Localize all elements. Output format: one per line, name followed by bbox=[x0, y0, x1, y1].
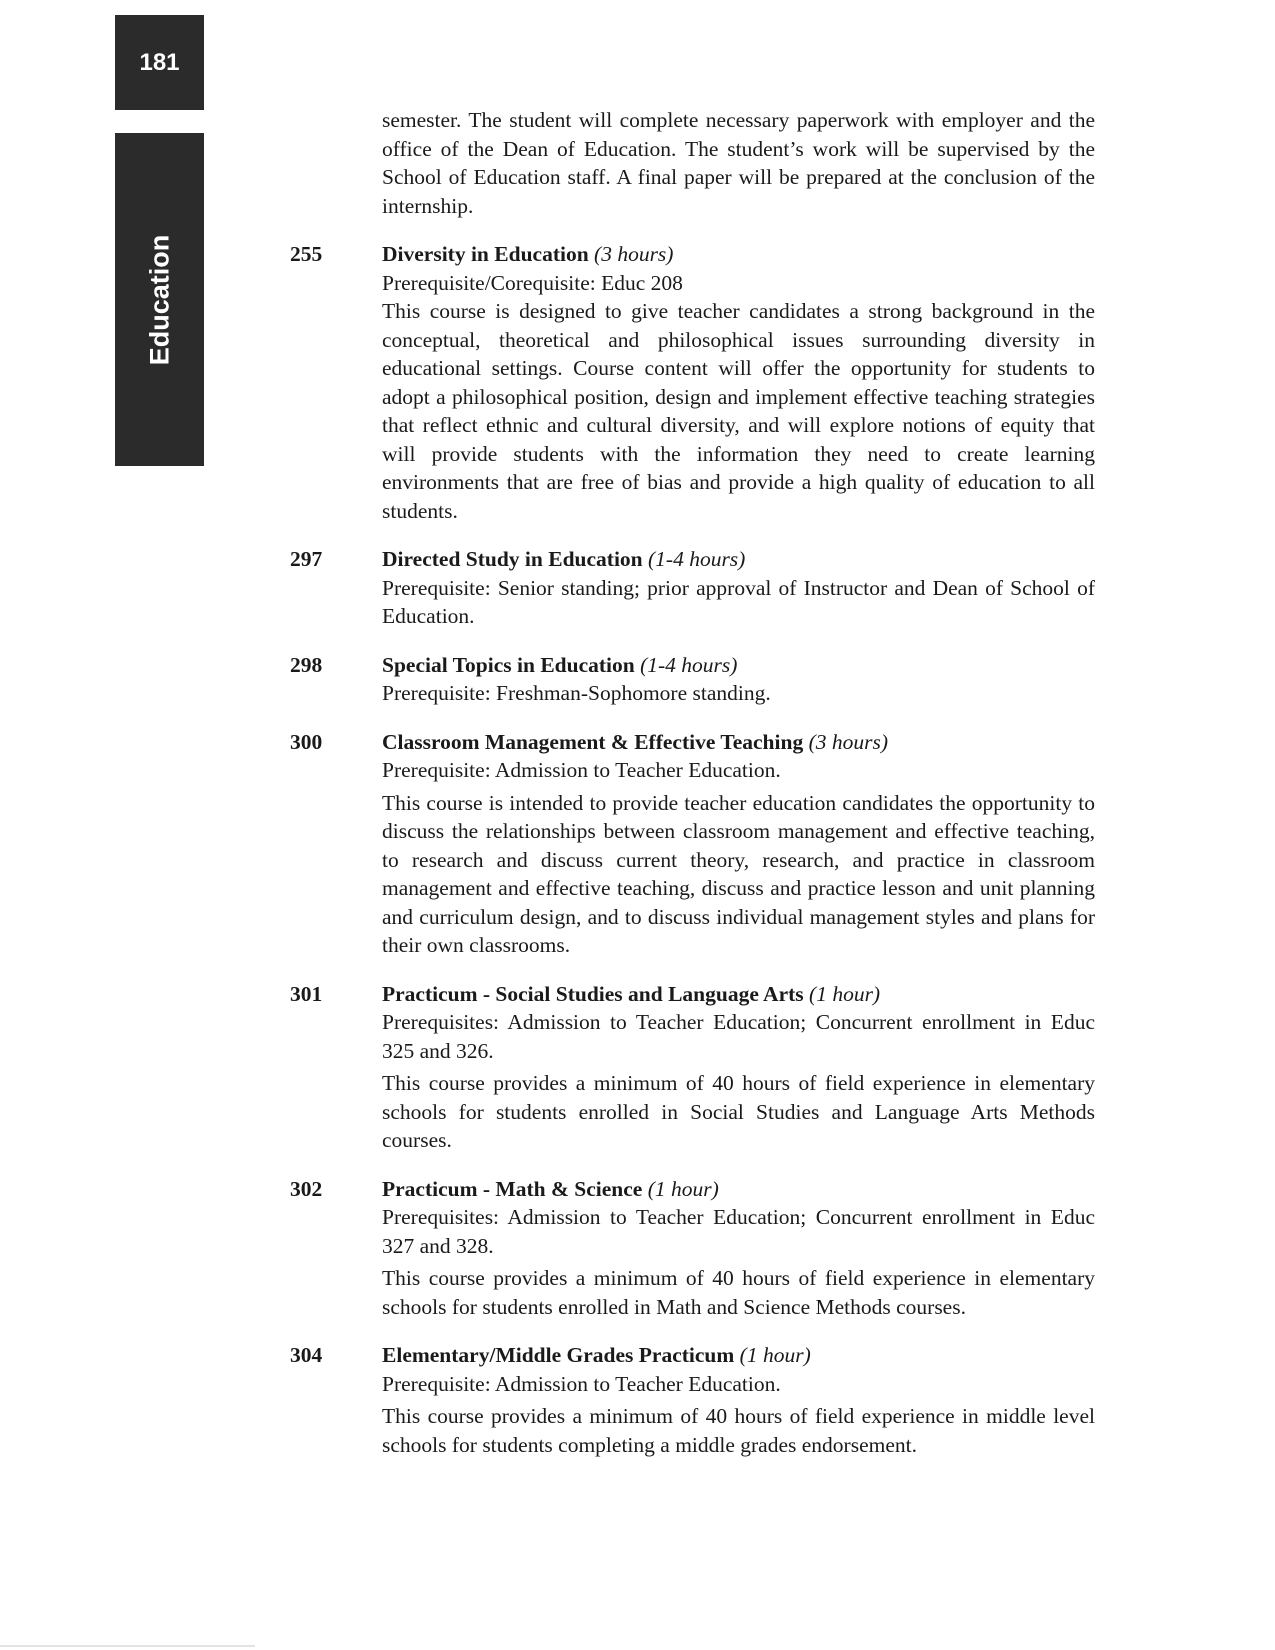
course-hours: (1-4 hours) bbox=[640, 652, 738, 677]
course-entry bbox=[290, 980, 1095, 1155]
course-heading bbox=[382, 240, 1095, 269]
course-number: 302 bbox=[290, 1176, 323, 1201]
course-title: Practicum - Social Studies and Language Arts bbox=[382, 981, 804, 1006]
scan-edge-line bbox=[0, 1645, 255, 1647]
page-number: 181 bbox=[139, 48, 180, 76]
course-prerequisite: Prerequisites: Admission to Teacher Education; Concurrent enrollment in Educ 327 and 328. bbox=[382, 1205, 1095, 1258]
course-heading bbox=[382, 651, 1095, 680]
page-number-tab bbox=[115, 15, 204, 110]
course-entry bbox=[290, 651, 1095, 708]
course-entry bbox=[290, 545, 1095, 631]
course-body bbox=[382, 1341, 1095, 1459]
course-description: This course provides a minimum of 40 hours of field experience in elementary schools for students enrolled in Math and Science Methods courses. bbox=[382, 1266, 1095, 1319]
course-body bbox=[382, 1175, 1095, 1322]
course-number: 255 bbox=[290, 242, 323, 266]
course-number: 300 bbox=[290, 729, 323, 754]
section-tab bbox=[115, 133, 204, 466]
course-title: Directed Study in Education bbox=[382, 547, 643, 571]
course-hours: (3 hours) bbox=[594, 242, 674, 266]
course-description: This course provides a minimum of 40 hours of field experience in elementary schools for students enrolled in Social Studies and Language Arts Methods courses. bbox=[382, 1071, 1095, 1152]
intro-paragraph: semester. The student will complete necessary paperwork with employer and the office of the Dean of Education. The student’s work will be supervised by the School of Education staff. A final paper will be prepared at the conclusion of the internship. bbox=[382, 108, 1095, 218]
course-hours: (1-4 hours) bbox=[648, 547, 746, 571]
course-body bbox=[382, 240, 1095, 525]
course-title: Elementary/Middle Grades Practicum bbox=[382, 1343, 735, 1367]
course-prerequisite: Prerequisite/Corequisite: Educ 208 bbox=[382, 270, 683, 295]
section-label: Education bbox=[144, 234, 174, 365]
course-heading bbox=[382, 1175, 1095, 1204]
course-hours: (1 hour) bbox=[809, 981, 881, 1006]
course-hours: (1 hour) bbox=[647, 1176, 719, 1201]
course-hours: (3 hours) bbox=[808, 729, 889, 754]
course-title: Special Topics in Education bbox=[382, 652, 635, 677]
course-heading bbox=[382, 728, 1095, 757]
course-entry bbox=[290, 1175, 1095, 1322]
course-title: Diversity in Education bbox=[382, 242, 589, 266]
course-description: This course is intended to provide teacher education candidates the opportunity to discuss the relationships between classroom management and effective teaching, to research and discuss current theory, research, and practice in classroom management and effective teaching, discuss and practice lesson and unit planning and curriculum design, and to discuss individual management styles and plans for their own classrooms. bbox=[382, 790, 1095, 957]
course-body bbox=[382, 545, 1095, 631]
course-title: Practicum - Math & Science bbox=[382, 1176, 643, 1201]
course-prerequisite: Prerequisites: Admission to Teacher Education; Concurrent enrollment in Educ 325 and 326. bbox=[382, 1010, 1095, 1063]
course-number: 304 bbox=[290, 1343, 323, 1367]
course-prerequisite: Prerequisite: Admission to Teacher Education. bbox=[382, 758, 781, 782]
course-description: This course provides a minimum of 40 hours of field experience in middle level schools for students completing a middle grades endorsement. bbox=[382, 1404, 1095, 1457]
course-listing bbox=[290, 106, 1095, 1479]
course-entry bbox=[290, 1341, 1095, 1459]
course-heading bbox=[382, 545, 1095, 574]
course-entry bbox=[290, 240, 1095, 525]
course-body bbox=[382, 651, 1095, 708]
course-heading bbox=[382, 1341, 1095, 1370]
course-hours: (1 hour) bbox=[739, 1343, 811, 1367]
course-title: Classroom Management & Effective Teaching bbox=[382, 729, 804, 754]
course-body bbox=[382, 980, 1095, 1155]
course-number: 298 bbox=[290, 652, 323, 677]
course-heading bbox=[382, 980, 1095, 1009]
course-prerequisite: Prerequisite: Freshman-Sophomore standing. bbox=[382, 681, 771, 705]
course-prerequisite: Prerequisite: Senior standing; prior approval of Instructor and Dean of School of Education. bbox=[382, 575, 1095, 628]
course-number: 297 bbox=[290, 547, 323, 571]
course-entry bbox=[290, 728, 1095, 960]
course-number: 301 bbox=[290, 981, 323, 1006]
course-body bbox=[382, 728, 1095, 960]
course-prerequisite: Prerequisite: Admission to Teacher Education. bbox=[382, 1371, 781, 1396]
course-description: This course is designed to give teacher candidates a strong background in the conceptual, theoretical and philosophical issues surrounding diversity in educational settings. Course content will offer the opportunity for students to adopt a philosophical position, design and implement effective teaching strategies that reflect ethnic and cultural diversity, and will explore notions of equity that will provide students with the information they need to create learning environments that are free of bias and provide a high quality of education to all students. bbox=[382, 299, 1095, 523]
